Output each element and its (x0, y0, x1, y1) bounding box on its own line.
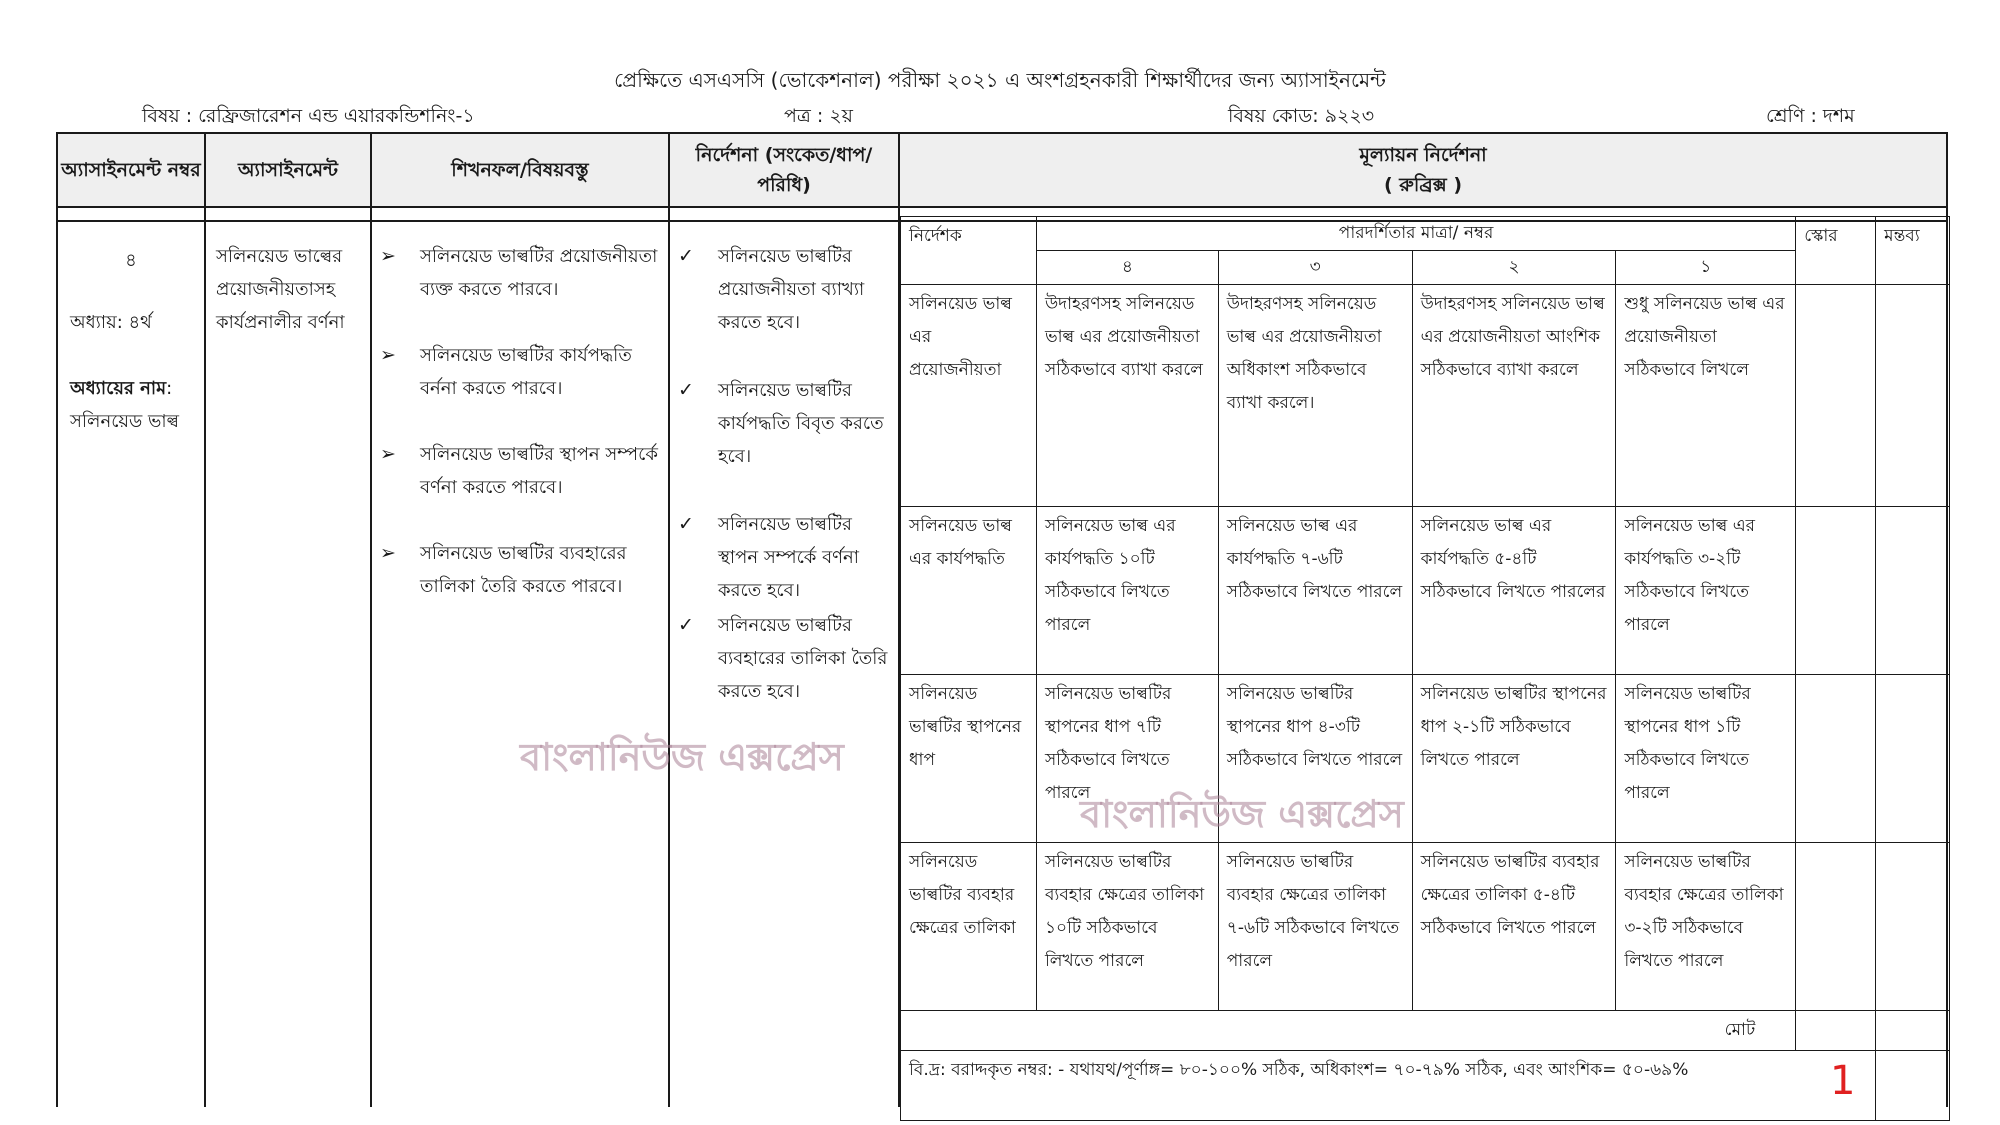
header-evaluation-title: মূল্যায়ন নির্দেশনা (1359, 144, 1487, 166)
level-2: ২ (1412, 251, 1616, 285)
rubric-cell: সলিনয়েড ভাল্বটির স্থাপনের ধাপ ৪-৩টি সঠিকভাবে লিখতে পারলে (1218, 675, 1412, 843)
watermark: বাংলানিউজ এক্সপ্রেস (520, 735, 844, 779)
list-item (678, 240, 892, 339)
table-row (901, 285, 1950, 507)
rubric-cell: সলিনয়েড ভাল্বটির ব্যবহার ক্ষেত্রের তালিকা ৭-৬টি সঠিকভাবে লিখতে পারলে (1218, 843, 1412, 1011)
check-icon: ✓ (678, 379, 694, 401)
paper-label: পত্র : ২য় (784, 105, 853, 127)
total-label: মোট (901, 1011, 1796, 1051)
table-row (901, 675, 1950, 843)
rubric-remark (1876, 675, 1950, 843)
rubric-remark (1876, 507, 1950, 675)
total-score (1796, 1011, 1876, 1051)
instruction-list (678, 240, 892, 708)
rubric-indicator-header: নির্দেশক (901, 217, 1037, 285)
rubric-cell: শুধু সলিনয়েড ভাল্ব এর প্রয়োজনীয়তা সঠিকভাবে লিখলে (1616, 285, 1796, 507)
document-title: প্রেক্ষিতে এসএসসি (ভোকেশনাল) পরীক্ষা ২০২১ এ অংশগ্রহনকারী শিক্ষার্থীদের জন্য অ্যাসাইনমেন্ট (614, 68, 1386, 92)
outcome-text: সলিনয়েড ভাল্বটির প্রয়োজনীয়তা ব্যক্ত করতে পারবে। (420, 246, 658, 300)
outcome-text: সলিনয়েড ভাল্বটির কার্যপদ্ধতি বর্ননা করতে পারবে। (420, 345, 632, 399)
rubric-indicator: সলিনয়েড ভাল্বটির ব্যবহার ক্ষেত্রের তালিকা (901, 843, 1037, 1011)
header-evaluation (900, 134, 1946, 208)
rubric-cell: সলিনয়েড ভাল্বটির স্থাপনের ধাপ ১টি সঠিকভাবে লিখতে পারলে (1616, 675, 1796, 843)
arrow-bullet-icon: ➢ (380, 344, 396, 366)
rubric-score (1796, 675, 1876, 843)
level-1: ১ (1616, 251, 1796, 285)
rubric-cell: সলিনয়েড ভাল্ব এর কার্যপদ্ধতি ৫-৪টি সঠিকভাবে লিখতে পারলের (1412, 507, 1616, 675)
level-3: ৩ (1218, 251, 1412, 285)
outcome-text: সলিনয়েড ভাল্বটির ব্যবহারের তালিকা তৈরি করতে পারবে। (420, 543, 627, 597)
header-evaluation-subtitle: ( রুব্রিক্স ) (1383, 174, 1463, 196)
rubric-indicator: সলিনয়েড ভাল্বটির স্থাপনের ধাপ (901, 675, 1037, 843)
grading-note: বি.দ্র: বরাদ্দকৃত নম্বর: - যথাযথ/পূর্ণাঙ্গ= ৮০-১০০% সঠিক, অধিকাংশ= ৭০-৭৯% সঠিক, এবং আংশিক= ৫০-৬৯% (909, 1060, 1689, 1080)
rubric-remark-header: মন্তব্য (1876, 217, 1950, 285)
level-4: ৪ (1036, 251, 1218, 285)
column-divider (668, 134, 670, 1107)
rubric-cell: সলিনয়েড ভাল্বটির স্থাপনের ধাপ ২-১টি সঠিকভাবে লিখতে পারলে (1412, 675, 1616, 843)
instruction-text: সলিনয়েড ভাল্বটির কার্যপদ্ধতি বিবৃত করতে হবে। (718, 380, 884, 467)
rubric-cell: সলিনয়েড ভাল্বটির ব্যবহার ক্ষেত্রের তালিকা ৩-২টি সঠিকভাবে লিখতে পারলে (1616, 843, 1796, 1011)
list-item (678, 609, 892, 708)
rubric-table (900, 216, 1950, 1106)
subject-code-label: বিষয় কোড: ৯২২৩ (1228, 105, 1375, 127)
check-icon: ✓ (678, 513, 694, 535)
instruction-text: সলিনয়েড ভাল্বটির ব্যবহারের তালিকা তৈরি করতে হবে। (718, 615, 888, 702)
arrow-bullet-icon: ➢ (380, 443, 396, 465)
rubric-cell: সলিনয়েড ভাল্ব এর কার্যপদ্ধতি ৩-২টি সঠিকভাবে লিখতে পারলে (1616, 507, 1796, 675)
note-remark (1876, 1051, 1950, 1121)
chapter-label: অধ্যায়: ৪র্থ (70, 312, 152, 333)
arrow-bullet-icon: ➢ (380, 245, 396, 267)
rubric-remark (1876, 285, 1950, 507)
list-item (380, 240, 662, 306)
rubric-cell: উদাহরণসহ সলিনয়েড ভাল্ব এর প্রয়োজনীয়তা আংশিক সঠিকভাবে ব্যাখা করলে (1412, 285, 1616, 507)
instruction-text: সলিনয়েড ভাল্বটির প্রয়োজনীয়তা ব্যাখ্যা করতে হবে। (718, 246, 865, 333)
rubric-level-header: পারদর্শিতার মাত্রা/ নম্বর (1036, 217, 1795, 251)
column-divider (370, 134, 372, 1107)
list-item (380, 438, 662, 504)
rubric-score (1796, 285, 1876, 507)
rubric-cell: উদাহরণসহ সলিনয়েড ভাল্ব এর প্রয়োজনীয়তা অধিকাংশ সঠিকভাবে ব্যাখা করলে। (1218, 285, 1412, 507)
note-cell (901, 1051, 1876, 1121)
rubric-score (1796, 843, 1876, 1011)
chapter-name-value: সলিনয়েড ভাল্ব (70, 411, 179, 432)
list-item (380, 537, 662, 603)
instruction-text: সলিনয়েড ভাল্বটির স্থাপন সম্পর্কে বর্ণনা করতে হবে। (718, 514, 859, 601)
rubric-cell: সলিনয়েড ভাল্ব এর কার্যপদ্ধতি ১০টি সঠিকভাবে লিখতে পারলে (1036, 507, 1218, 675)
header-assignment-no: অ্যাসাইনমেন্ট নম্বর (58, 134, 204, 208)
arrow-bullet-icon: ➢ (380, 542, 396, 564)
class-label: শ্রেণি : দশম (1766, 105, 1855, 127)
header-assignment: অ্যাসাইনমেন্ট (206, 134, 370, 208)
table-row (901, 507, 1950, 675)
rubric-score (1796, 507, 1876, 675)
subject-label: বিষয় : রেফ্রিজারেশন এন্ড এয়ারকন্ডিশনিং-১ (142, 105, 475, 127)
rubric-indicator: সলিনয়েড ভাল্ব এর প্রয়োজনীয়তা (901, 285, 1037, 507)
list-item (678, 508, 892, 607)
total-row (901, 1011, 1950, 1051)
header-outcomes: শিখনফল/বিষয়বস্তু (372, 134, 668, 208)
list-item (678, 374, 892, 473)
rubric-cell: সলিনয়েড ভাল্বটির ব্যবহার ক্ষেত্রের তালিকা ১০টি সঠিকভাবে লিখতে পারলে (1036, 843, 1218, 1011)
assignment-description: সলিনয়েড ভাল্বের প্রয়োজনীয়তাসহ কার্যপ্রনালীর বর্ণনা (216, 246, 345, 333)
chapter-name-label: অধ্যায়ের নাম (70, 378, 167, 399)
note-row (901, 1051, 1950, 1121)
chapter-name (70, 372, 200, 438)
header-instructions: নির্দেশনা (সংকেত/ধাপ/পরিধি) (670, 134, 898, 208)
rubric-score-header: স্কোর (1796, 217, 1876, 285)
list-item (380, 339, 662, 405)
watermark: বাংলানিউজ এক্সপ্রেস (1080, 792, 1404, 836)
rubric-cell: সলিনয়েড ভাল্ব এর কার্যপদ্ধতি ৭-৬টি সঠিকভাবে লিখতে পারলে (1218, 507, 1412, 675)
outcome-text: সলিনয়েড ভাল্বটির স্থাপন সম্পর্কে বর্ণনা করতে পারবে। (420, 444, 658, 498)
check-icon: ✓ (678, 245, 694, 267)
check-icon: ✓ (678, 614, 694, 636)
rubric-remark (1876, 843, 1950, 1011)
rubric-indicator: সলিনয়েড ভাল্ব এর কার্যপদ্ধতি (901, 507, 1037, 675)
rubric-cell: সলিনয়েড ভাল্বটির স্থাপনের ধাপ ৭টি সঠিকভাবে লিখতে পারলে (1036, 675, 1218, 843)
assignment-number: ৪ (125, 250, 137, 271)
rubric-cell: উদাহরণসহ সলিনয়েড ভাল্ব এর প্রয়োজনীয়তা সঠিকভাবে ব্যাখা করলে (1036, 285, 1218, 507)
rubric-cell: সলিনয়েড ভাল্বটির ব্যবহার ক্ষেত্রের তালিকা ৫-৪টি সঠিকভাবে লিখতে পারলে (1412, 843, 1616, 1011)
chapter-name-colon: : (166, 378, 173, 399)
outcome-list (380, 240, 662, 603)
total-remark (1876, 1011, 1950, 1051)
page-number: 1 (1830, 1058, 1856, 1104)
column-divider (204, 134, 206, 1107)
table-row (901, 843, 1950, 1011)
